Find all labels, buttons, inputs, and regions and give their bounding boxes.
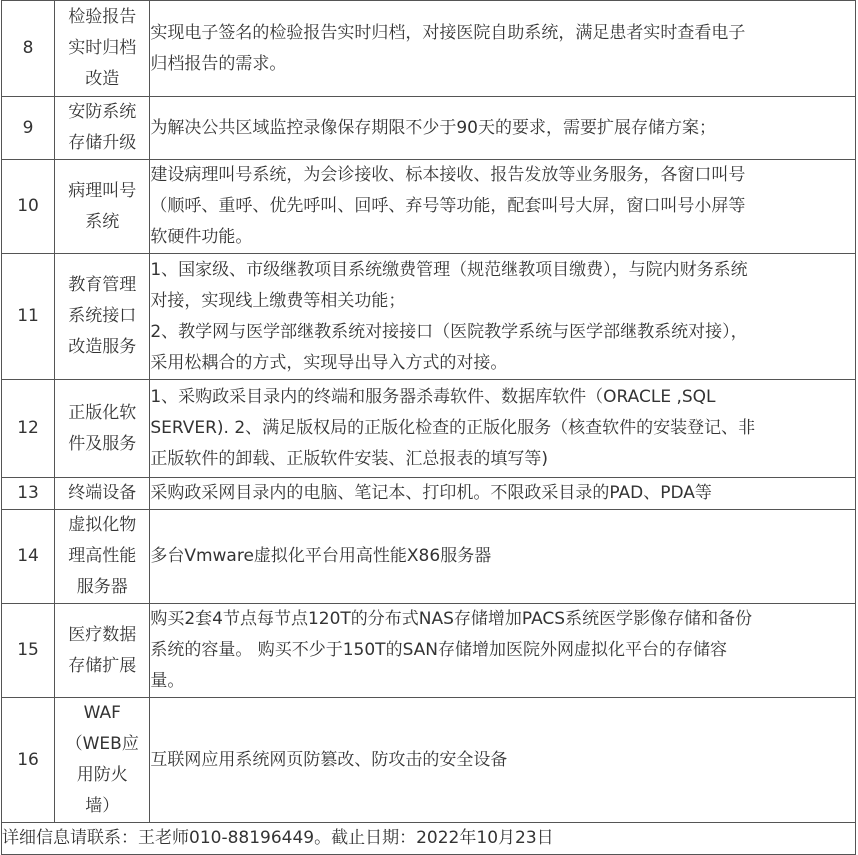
table-row <box>2 254 856 380</box>
row-number: 9 <box>2 97 55 160</box>
item-description <box>150 380 856 478</box>
item-description <box>150 510 856 604</box>
item-name-line: （WEB应 <box>65 734 139 754</box>
item-name <box>55 510 150 604</box>
item-description-line: 归档报告的需求。 <box>150 53 287 74</box>
table-row <box>2 97 856 160</box>
row-number: 13 <box>2 478 55 510</box>
item-description-line: 互联网应用系统网页防篡改、防攻击的安全设备 <box>150 749 508 770</box>
item-name-line: 件及服务 <box>68 433 137 454</box>
row-number: 12 <box>2 380 55 478</box>
item-name-line: WAF <box>83 703 121 723</box>
table-row <box>2 380 856 478</box>
item-description-line: 1、采购政采目录内的终端和服务器杀毒软件、数据库软件（ORACLE ,SQL <box>150 387 716 407</box>
item-name-line: 病理叫号 <box>68 180 137 201</box>
footer-row <box>2 823 856 855</box>
row-number: 10 <box>2 160 55 254</box>
item-name-line: 改造服务 <box>68 337 137 357</box>
item-description <box>150 1 856 97</box>
item-description-line: 建设病理叫号系统，为会诊接收、标本接收、报告发放等业务服务，各窗口叫号 <box>150 165 746 185</box>
item-description-line: 实现电子签名的检验报告实时归档，对接医院自助系统，满足患者实时查看电子 <box>150 22 746 43</box>
row-number: 16 <box>2 698 55 823</box>
item-name <box>55 1 150 97</box>
item-description-line: 多台Vmware虚拟化平台用高性能X86服务器 <box>150 546 492 566</box>
item-name-line: 正版化软 <box>68 402 137 423</box>
item-description-line: SERVER). 2、满足版权局的正版化检查的正版化服务（核查软件的安装登记、非 <box>150 418 756 438</box>
item-name <box>55 478 150 510</box>
item-description-line: 2、教学网与医学部继教系统对接接口（医院教学系统与医学部继教系统对接）， <box>150 321 748 342</box>
item-name-line: 安防系统 <box>68 102 137 122</box>
item-description-line: 正版软件的卸载、正版软件安装、汇总报表的填写等) <box>150 449 548 469</box>
item-description-line: 为解决公共区域监控录像保存期限不少于90天的要求，需要扩展存储方案； <box>150 117 716 138</box>
table-row <box>2 510 856 604</box>
table-row <box>2 160 856 254</box>
item-name-line: 系统接口 <box>68 306 137 326</box>
item-description-line: 量。 <box>150 671 185 691</box>
item-description-line: 采用松耦合的方式，实现导出导入方式的对接。 <box>150 352 508 373</box>
item-description-line: 软硬件功能。 <box>150 227 253 247</box>
requirements-table <box>1 0 856 855</box>
item-name <box>55 254 150 380</box>
table-row <box>2 698 856 823</box>
item-name-line: 系统 <box>85 211 120 232</box>
item-name <box>55 97 150 160</box>
item-description <box>150 604 856 698</box>
row-number: 14 <box>2 510 55 604</box>
item-name-line: 墙） <box>85 796 120 816</box>
item-description <box>150 160 856 254</box>
row-number: 11 <box>2 254 55 380</box>
item-name <box>55 160 150 254</box>
row-number: 15 <box>2 604 55 698</box>
table-row <box>2 604 856 698</box>
row-number: 8 <box>2 1 55 97</box>
item-name-line: 改造 <box>85 69 120 89</box>
contact-footer: 详细信息请联系：王老师010-88196449。截止日期：2022年10月23日 <box>2 823 856 855</box>
item-name-line: 教育管理 <box>68 275 137 295</box>
item-name-line: 医疗数据 <box>68 624 137 645</box>
item-name <box>55 604 150 698</box>
item-description-line: 购买2套4节点每节点120T的分布式NAS存储增加PACS系统医学影像存储和备份 <box>150 609 753 629</box>
item-description-line: 对接，实现线上缴费等相关功能； <box>150 290 406 311</box>
item-name-line: 存储升级 <box>68 133 137 153</box>
item-description-line: 1、国家级、市级继教项目系统缴费管理（规范继教项目缴费），与院内财务系统 <box>150 259 748 280</box>
item-name <box>55 698 150 823</box>
requirements-table-body <box>2 1 856 855</box>
item-name-line: 实时归档 <box>68 38 137 58</box>
item-name-line: 检验报告 <box>68 7 137 27</box>
table-row <box>2 1 856 97</box>
item-name-line: 虚拟化物 <box>68 515 137 535</box>
item-description <box>150 254 856 380</box>
item-description-line: （顺呼、重呼、优先呼叫、回呼、弃号等功能，配套叫号大屏，窗口叫号小屏等 <box>150 196 746 216</box>
item-description <box>150 698 856 823</box>
item-description <box>150 478 856 510</box>
item-name-line: 存储扩展 <box>68 655 137 676</box>
item-name-line: 理高性能 <box>68 546 137 566</box>
table-row <box>2 478 856 510</box>
item-name-line: 用防火 <box>76 765 128 785</box>
item-description-line: 系统的容量。 购买不少于150T的SAN存储增加医院外网虚拟化平台的存储容 <box>150 640 728 660</box>
item-description-line: 采购政采网目录内的电脑、笔记本、打印机。不限政采目录的PAD、PDA等 <box>150 483 712 503</box>
item-description <box>150 97 856 160</box>
item-name-line: 服务器 <box>76 577 128 597</box>
item-name <box>55 380 150 478</box>
item-name-line: 终端设备 <box>68 483 137 503</box>
